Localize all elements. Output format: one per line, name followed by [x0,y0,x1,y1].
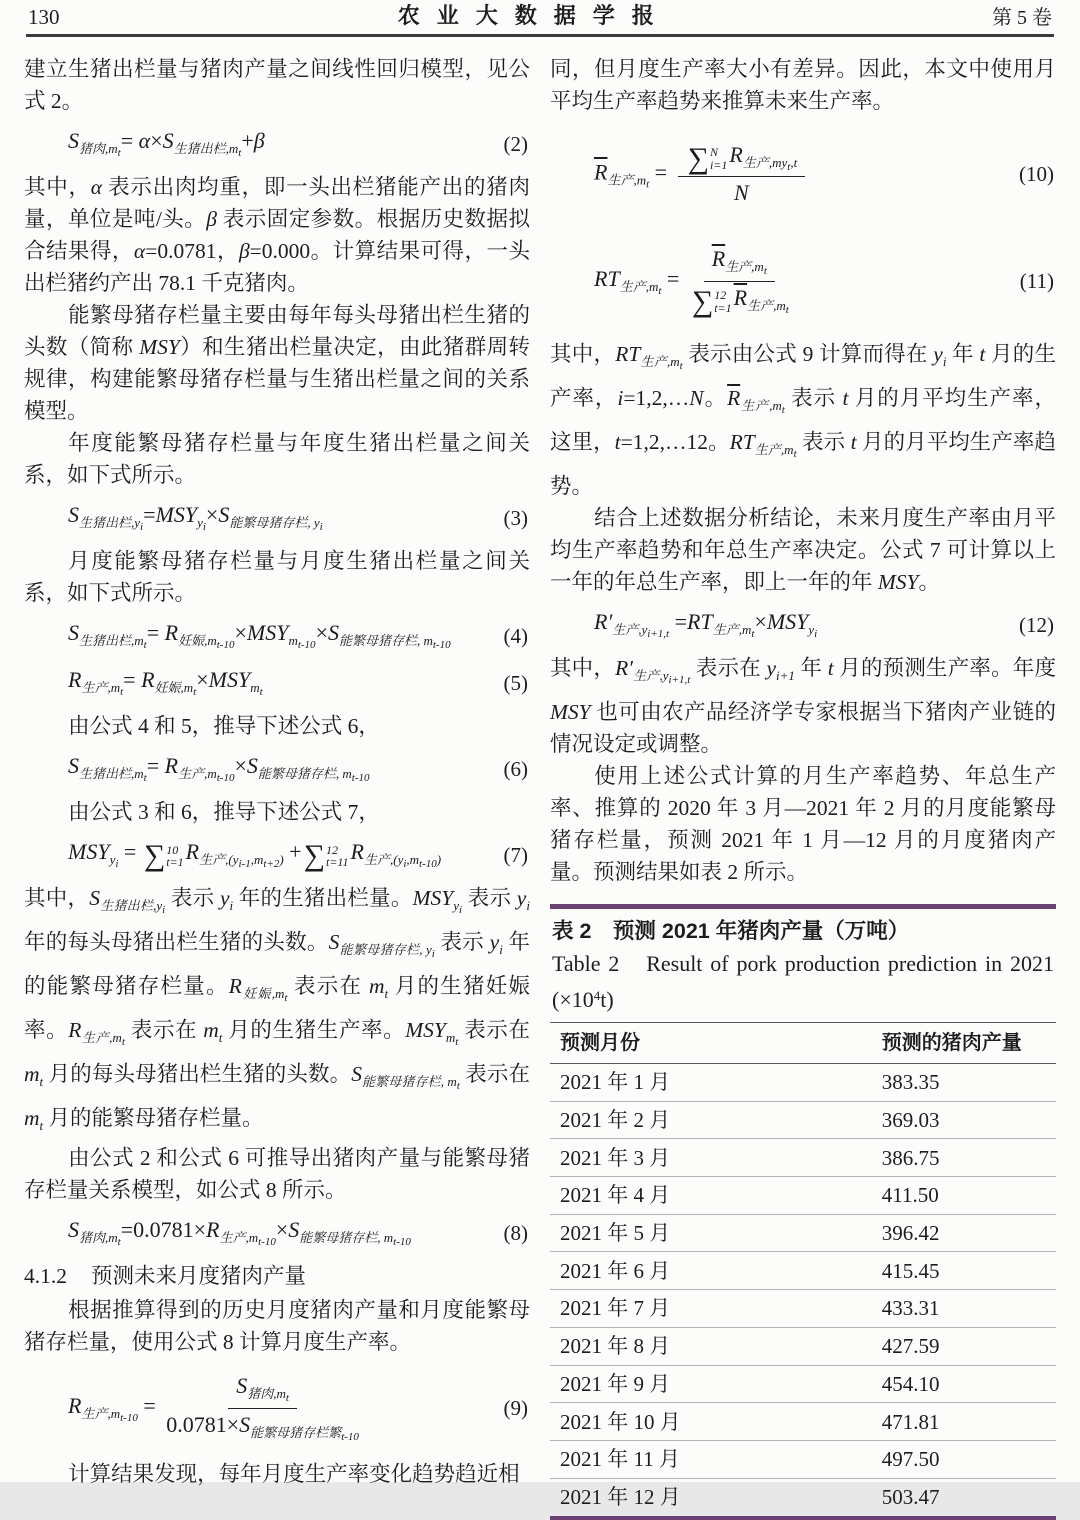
formula-body: $S_{猪肉,mt}=0.0781\times R_{生产,mt-10}\times S_{能繁母猪存栏, mt-10}$ [68,1217,411,1249]
summation-symbol: ∑ 12 t=1 [691,284,732,318]
cell-month: 2021 年 5 月 [560,1221,671,1246]
formula-body: $R_{生产,mt}= R_{妊娠,mt}\times MSY_{mt}$ [68,667,263,699]
cell-value: 383.35 [881,1070,940,1095]
formula-body: $R_{生产,mt-10}$ = $S_{猪肉,mt}$ $0.0781\times S_{能繁母猪存栏繁t-10}$ [68,1373,359,1443]
equation-number: (12) [1019,613,1054,637]
paragraph: 其中，$S_{生猪出栏,yi}$ 表示 $y_i$ 年的生猪出栏量。$MSY_{yi}$ 表示 $y_i$ 年的每头母猪出栏生猪的头数。$S_{能繁母猪存栏, yi}$ 表示 $y_i$ 年的能繁母猪存栏量。$R_{妊娠,mt}$ 表示在 $m_t$ 月的生猪妊娠率。$R_{生产,mt}$ 表示在 $m_t$ 月的生猪生产率。$MSY_{mt}$ 表示在 $m_t$ 月的每头母猪出栏生猪的头数。$S_{能繁母猪存栏, mt}$ 表示在 $m_t$ 月的能繁母猪存栏量。 [24,886,530,1133]
formula-5 [24,663,530,703]
paragraph: 计算结果发现，每年月度生产率变化趋势趋近相 [68,1462,520,1486]
formula-body: $RT_{生产,mt}$ = $\overline{R}_{生产,mt}$ ∑ 12 t=1 $\overline{R}_{生产,mt}$ [594,246,789,318]
cell-value: 471.81 [881,1409,940,1434]
table-row [550,1215,1056,1253]
table-caption-zh: 表 2 预测 2021 年猪肉产量（万吨） [552,919,910,943]
paragraph: 其中，$R'_{生产,yi+1,t}$ 表示在 $y_{i+1}$ 年 t 月的预测生产率。年度 MSY 也可由农产品经济学专家根据当下猪肉产业链的情况设定或调整。 [550,656,1056,756]
table-row [550,1177,1056,1215]
cell-value: 497.50 [881,1447,940,1472]
equation-number: (7) [503,843,528,867]
cell-value: 415.45 [881,1258,940,1283]
formula-2 [24,124,530,164]
paragraph: 使用上述公式计算的月生产率趋势、年总生产率、推算的 2020 年 3 月—2021 年 2 月的月度能繁母猪存栏量，预测 2021 年 1 月—12 月的月度猪肉产量。预测结果如表 2 所示。 [550,764,1056,884]
cell-month: 2021 年 2 月 [560,1108,671,1133]
formula-body: $MSY_{yi}$ = ∑ 10 t=1 $R_{生产,(yi-1,mt+2)}$ + ∑ 12 t=11 $R_{生产,(yi,mt-10)}$ [68,839,442,873]
paragraph: 其中，α 表示出肉均重，即一头出栏猪能产出的猪肉量，单位是吨/头。β 表示固定参数。根据历史数据拟合结果得，α=0.0781，β=0.000。计算结果可得，一头出栏猪约产出 78.1 千克猪肉。 [24,175,530,295]
journal-title: 农业大数据学报 [397,3,671,28]
left-column [24,53,530,1520]
table-2 [550,904,1056,1520]
paragraph: 由公式 4 和 5，推导下述公式 6， [68,714,380,738]
equation-number: (10) [1019,162,1054,186]
table-row [550,1252,1056,1290]
equation-number: (5) [503,671,528,695]
cell-month: 2021 年 1 月 [560,1070,671,1095]
cell-value: 386.75 [881,1145,940,1170]
paragraph: 年度能繁母猪存栏量与年度生猪出栏量之间关系，如下式所示。 [24,431,530,487]
formula-3 [24,498,530,538]
formula-body: $S_{生猪出栏,mt}= R_{生产,mt-10}\times S_{能繁母猪存栏, mt-10}$ [68,753,370,785]
cell-month: 2021 年 11 月 [560,1447,680,1472]
equation-number: (4) [503,624,528,648]
table-row [550,1102,1056,1140]
formula-4 [24,616,530,656]
column-header-value: 预测的猪肉产量 [881,1032,1022,1054]
formula-body: $S_{生猪出栏,yi}=MSY_{yi}\times S_{能繁母猪存栏, yi}$ [68,502,323,534]
section-heading [24,1260,530,1292]
cell-value: 396.42 [881,1221,940,1246]
table-bottom-bar [550,1516,1056,1520]
running-head [0,0,1080,30]
cell-month: 2021 年 9 月 [560,1371,671,1396]
equation-number: (11) [1019,269,1054,293]
cell-month: 2021 年 10 月 [560,1409,681,1434]
formula-12 [550,605,1056,645]
table-row [550,1064,1056,1102]
cell-month: 2021 年 6 月 [560,1258,671,1283]
paragraph: 由公式 3 和 6，推导下述公式 7， [68,800,380,824]
equation-number: (6) [503,757,528,781]
table-row [550,1479,1056,1517]
paragraph: 其中，$RT_{生产,mt}$ 表示由公式 9 计算而得在 $y_i$ 年 t 月的生产率，i=1,2,…N。$\overline{R}_{生产,mt}$ 表示 t 月的月平均生产率，这里，t=1,2,…12。$RT_{生产,mt}$ 表示 t 月的月平均生产率趋势。 [550,342,1056,498]
table-row [550,1441,1056,1479]
volume-label: 第 5 卷 [991,7,1052,29]
cell-month: 2021 年 12 月 [560,1485,681,1510]
paragraph: 建立生猪出栏量与猪肉产量之间线性回归模型，见公式 2。 [24,57,530,113]
paragraph: 能繁母猪存栏量主要由每年每头母猪出栏生猪的头数（简称 MSY）和生猪出栏量决定，由此猪群周转规律，构建能繁母猪存栏量与生猪出栏量之间的关系模型。 [24,303,530,423]
cell-value: 411.50 [881,1183,939,1208]
equation-number: (9) [503,1396,528,1420]
cell-month: 2021 年 7 月 [560,1296,671,1321]
table-row [550,1366,1056,1404]
paragraph: 结合上述数据分析结论，未来月度生产率由月平均生产率趋势和年总生产率决定。公式 7 可计算以上一年的年总生产率，即上一年的年 MSY。 [550,506,1056,594]
paragraph: 同，但月度生产率大小有差异。因此，本文中使用月平均生产率趋势来推算未来生产率。 [550,57,1056,113]
summation-symbol: ∑ 10 t=1 [143,839,184,873]
formula-8 [24,1213,530,1253]
cell-value: 503.47 [881,1485,940,1510]
cell-month: 2021 年 4 月 [560,1183,671,1208]
equation-number: (3) [503,506,528,530]
column-header-month: 预测月份 [560,1032,640,1054]
table-row [550,1403,1056,1441]
formula-body: $S_{猪肉,mt}= \alpha\times S_{生猪出栏,mt}+\beta$ [68,128,265,160]
paragraph: 由公式 2 和公式 6 可推导出猪肉产量与能繁母猪存栏量关系模型，如公式 8 所示。 [24,1146,530,1202]
section-number: 4.1.2 [24,1264,67,1288]
right-column [550,53,1056,1520]
formula-10 [550,124,1056,224]
cell-value: 454.10 [881,1371,940,1396]
table-row [550,1290,1056,1328]
formula-body: $R'_{生产,yi+1,t} =RT_{生产,mt}\times MSY_{yi}$ [594,609,818,641]
page-number: 130 [28,5,60,29]
summation-symbol: ∑ N i=1 [687,141,728,175]
section-title: 预测未来月度猪肉产量 [91,1264,307,1288]
paragraph: 月度能繁母猪存栏量与月度生猪出栏量之间关系，如下式所示。 [24,549,530,605]
formula-7 [24,835,530,875]
formula-body: $S_{生猪出栏,mt}= R_{妊娠,mt-10}\times MSY_{mt-10}\times S_{能繁母猪存栏, mt-10}$ [68,620,451,652]
cell-value: 427.59 [881,1334,940,1359]
formula-6 [24,749,530,789]
equation-number: (2) [503,132,528,156]
table-row [550,1328,1056,1366]
table-body [550,1064,1056,1516]
paragraph: 根据推算得到的历史月度猪肉产量和月度能繁母猪存栏量，使用公式 8 计算月度生产率。 [24,1298,530,1354]
equation-number: (8) [503,1221,528,1245]
cell-value: 433.31 [881,1296,940,1321]
table-caption-en: Table 2 Result of pork production prediction in 2021 $(\times 10^4t)$ [552,951,1054,1012]
cell-month: 2021 年 3 月 [560,1145,671,1170]
formula-body: $\overline{R}_{生产,mt}$ = ∑ N i=1 $R_{生产,myt,t}$ N [594,141,1019,208]
page-body [0,37,1080,1520]
summation-symbol: ∑ 12 t=11 [303,839,349,873]
cell-value: 369.03 [881,1108,940,1133]
cell-month: 2021 年 8 月 [560,1334,671,1359]
formula-11 [550,231,1056,331]
formula-9 [24,1365,530,1451]
table-row [550,1139,1056,1177]
table-header-row [550,1022,1056,1064]
